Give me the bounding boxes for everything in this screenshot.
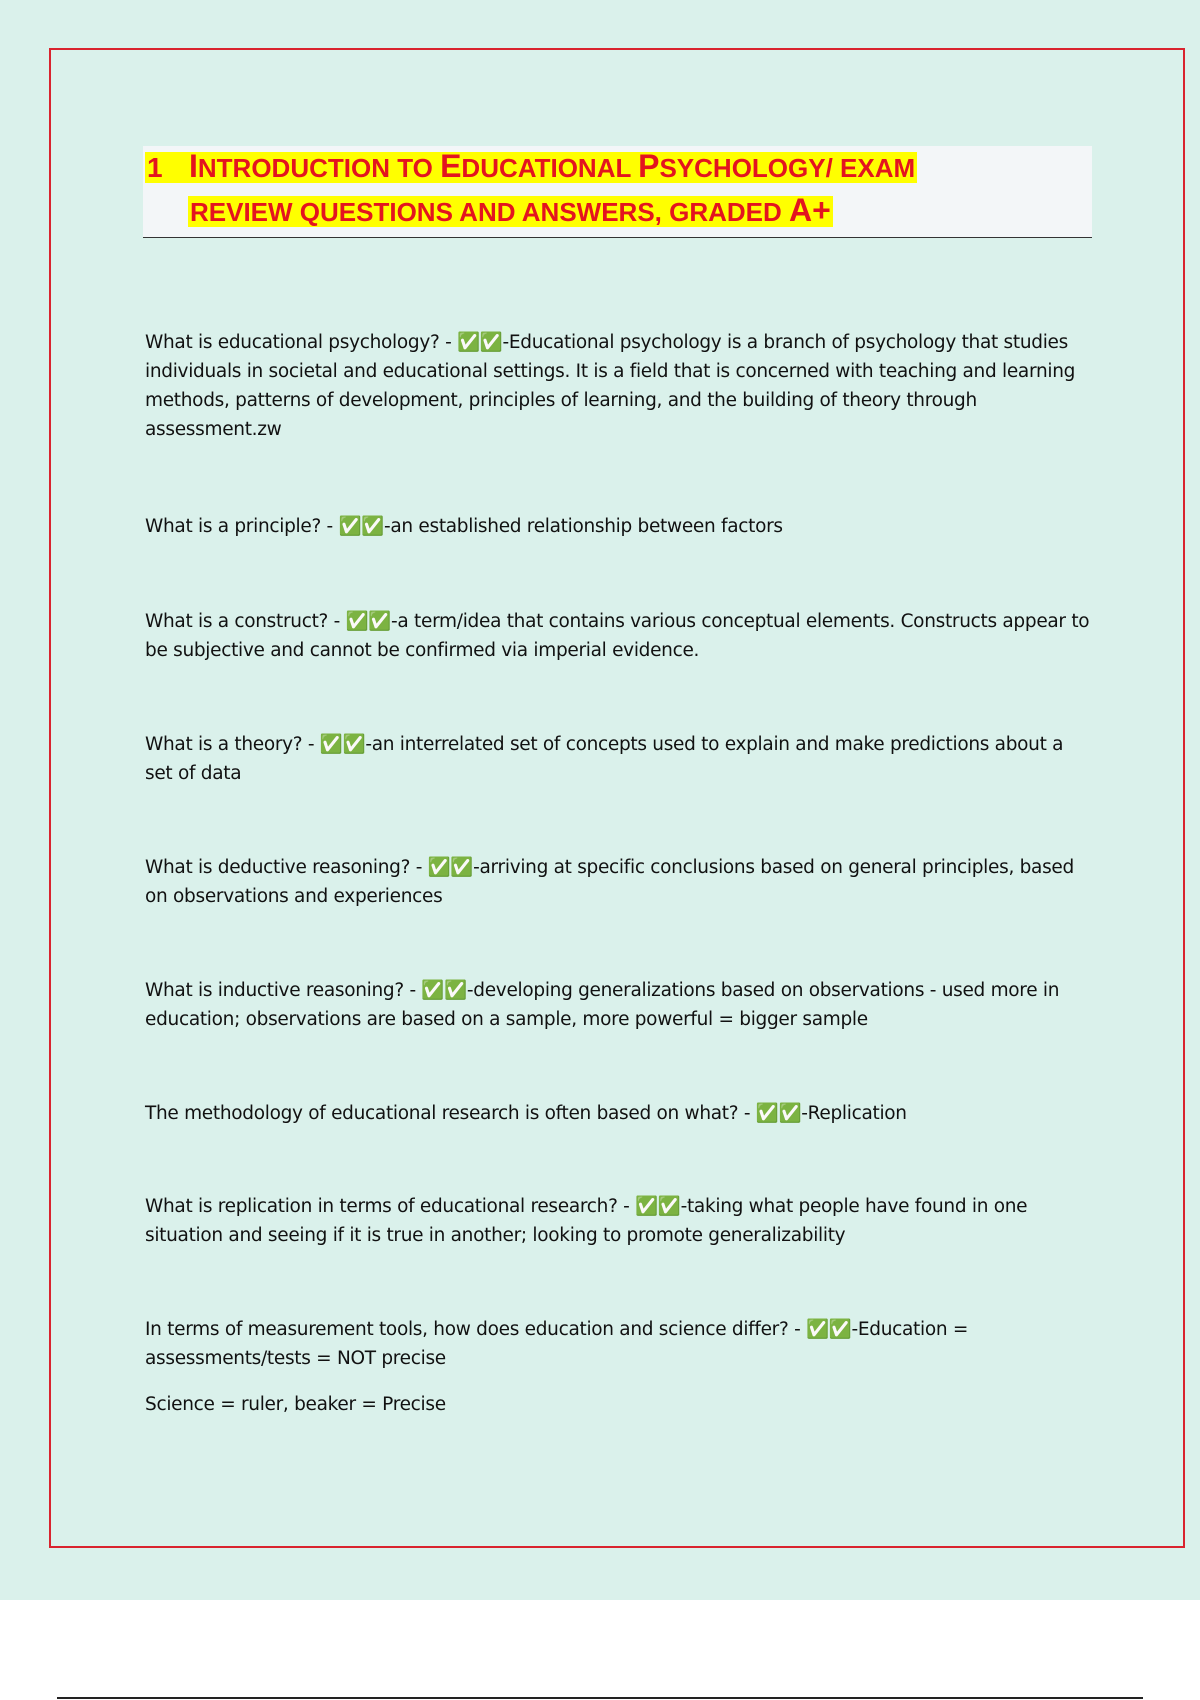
heading-line-2 [188,190,833,232]
qa-item: What is educational psychology? - ✅✅-Educational psychology is a branch of psychology that studies individuals in societal and educational settings. It is a field that is concerned with teaching and learning methods, patterns of development, principles of learning, and the building of theory through assessment.zw [145,332,1076,440]
heading-part: A+ [789,192,831,228]
heading-part: E [440,148,462,184]
qa-item: The methodology of educational research is often based on what? - ✅✅-Replication [145,1103,907,1124]
qa-item: What is inductive reasoning? - ✅✅-developing generalizations based on observations - used more in education; observations are based on a sample, more powerful = bigger sample [145,980,1060,1030]
qa-item: In terms of measurement tools, how does education and science differ? - ✅✅-Education = assessments/tests = NOT precise [145,1319,969,1369]
qa-item: What is replication in terms of educational research? - ✅✅-taking what people have found in one situation and seeing if it is true in another; looking to promote generalizability [145,1196,1028,1246]
heading-highlight-1 [145,148,917,184]
heading-part: P [638,148,660,184]
heading-part: DUCATIONAL [461,153,639,183]
footer-rule [57,1697,1143,1699]
heading-line-1 [145,146,917,188]
qa-item: What is a theory? - ✅✅-an interrelated set of concepts used to explain and make predictions about a set of data [145,734,1064,784]
qa-item: Science = ruler, beaker = Precise [145,1394,446,1415]
heading-part: NTRODUCTION TO [197,153,441,183]
heading-number: 1 [147,152,163,183]
qa-item: What is a principle? - ✅✅-an established relationship between factors [145,516,783,537]
heading-part: I [189,148,198,184]
heading-highlight-2 [188,192,833,228]
qa-item: What is deductive reasoning? - ✅✅-arriving at specific conclusions based on general principles, based on observations and experiences [145,857,1074,907]
qa-item: What is a construct? - ✅✅-a term/idea that contains various conceptual elements. Constructs appear to be subjective and cannot be confirmed via imperial evidence. [145,611,1090,661]
heading-part: REVIEW QUESTIONS AND ANSWERS, GRADED [190,197,790,227]
heading-part: SYCHOLOGY/ EXAM [659,153,916,183]
